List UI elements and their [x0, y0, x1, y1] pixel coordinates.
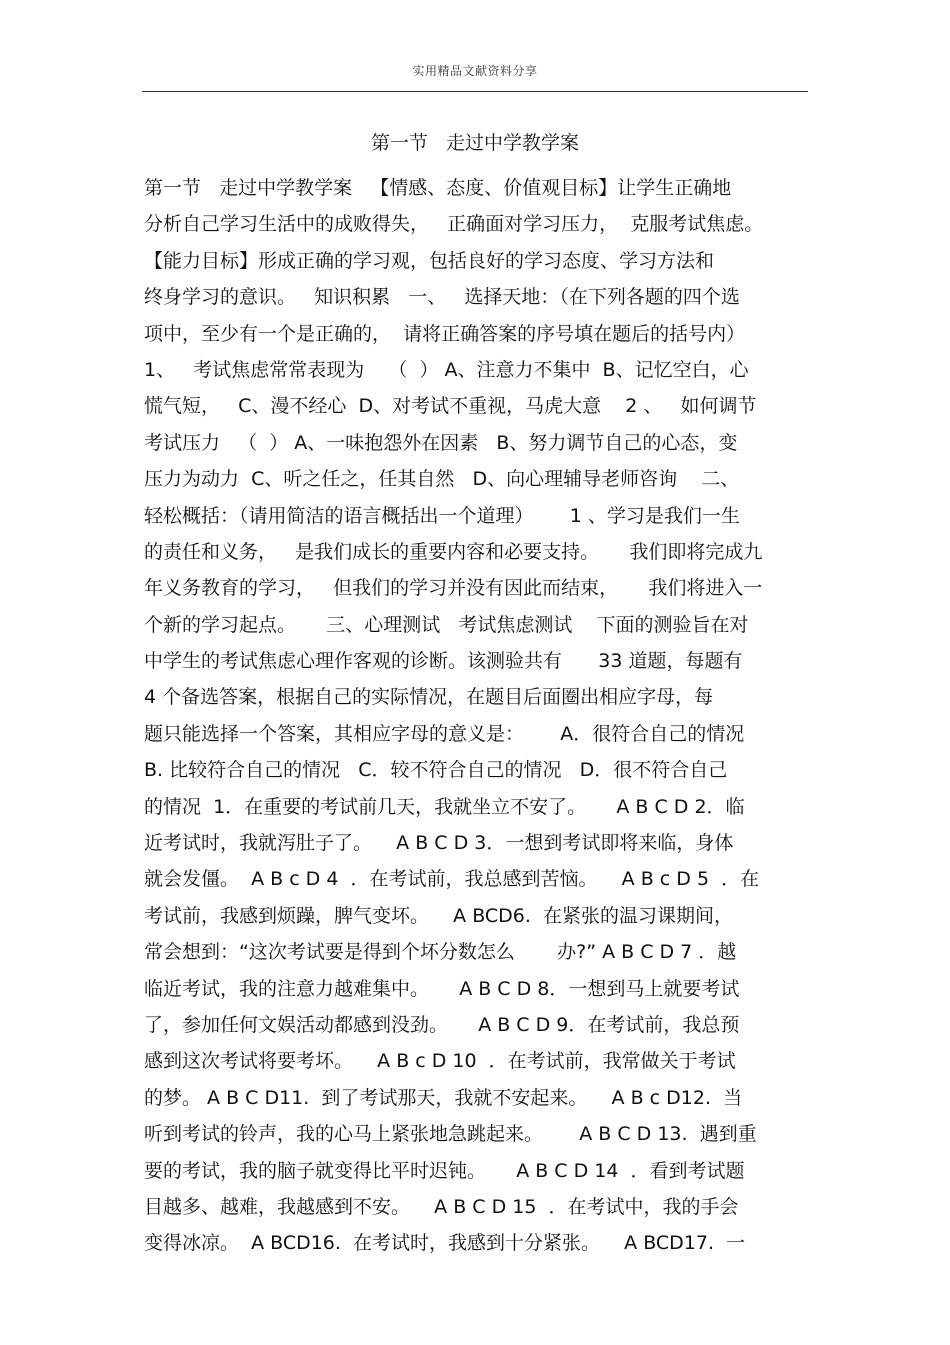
body-line: 感到这次考试将要考坏。 A B c D 10 ．在考试前，我常做关于考试: [144, 1050, 736, 1073]
body-line: 年义务教育的学习， 但我们的学习并没有因此而结束， 我们将进入一: [144, 577, 763, 600]
body-line: 压力为动力 C、听之任之，任其自然 D、向心理辅导老师咨询 二、: [144, 468, 740, 491]
body-line: 常会想到：“这次考试要是得到个坏分数怎么 办?” A B C D 7 ．越: [144, 941, 737, 964]
body-line: 考试压力 （ ） A、一味抱怨外在因素 B、努力调节自己的心态，变: [144, 431, 738, 454]
body-line: 的情况 1．在重要的考试前几天，我就坐立不安了。 A B C D 2．临: [144, 795, 745, 818]
body-line: 变得冰凉。 A BCD16. 在考试时，我感到十分紧张。 A BCD17. 一: [144, 1232, 746, 1255]
body-line: 项中，至少有一个是正确的， 请将正确答案的序号填在题后的括号内）: [144, 322, 746, 345]
body-line: 4 个备选答案，根据自己的实际情况，在题目后面圈出相应字母，每: [144, 686, 714, 709]
body-line: 个新的学习起点。 三、心理测试 考试焦虑测试 下面的测验旨在对: [144, 613, 749, 636]
body-line: 近考试时，我就泻肚子了。 A B C D 3．一想到考试即将来临，身体: [144, 832, 734, 855]
body-line: 1、 考试焦虑常常表现为 （ ） A、注意力不集中 B、记忆空白，心: [144, 358, 749, 381]
body-line: 中学生的考试焦虑心理作客观的诊断。该测验共有 33 道题，每题有: [144, 650, 743, 673]
body-line: 考试前，我感到烦躁，脾气变坏。 A BCD6. 在紧张的温习课期间，: [144, 904, 734, 927]
body-line: 分析自己学习生活中的成败得失， 正确面对学习压力， 克服考试焦虑。: [144, 213, 764, 236]
body-line: 要的考试，我的脑子就变得比平时迟钝。 A B C D 14 ．看到考试题: [144, 1159, 745, 1182]
body-line: 慌气短， C、漫不经心 D、对考试不重视，马虎大意 2 、 如何调节: [144, 395, 757, 418]
body-line: 就会发僵。 A B c D 4 ．在考试前，我总感到苦恼。 A B c D 5 ．在: [144, 868, 760, 891]
running-header: 实用精品文献资料分享: [412, 64, 538, 78]
body-line: 了，参加任何文娱活动都感到没劲。 A B C D 9．在考试前，我总预: [144, 1013, 740, 1036]
body-line: 目越多、越难，我越感到不安。 A B C D 15 ．在考试中，我的手会: [144, 1195, 739, 1218]
body-line: 轻松概括：（请用简洁的语言概括出一个道理） 1 、学习是我们一生: [144, 504, 740, 527]
body-line: 终身学习的意识。 知识积累 一、 选择天地：（在下列各题的四个选: [144, 286, 740, 309]
body-line: 【能力目标】形成正确的学习观，包括良好的学习态度、学习方法和: [144, 249, 715, 272]
header-divider: [142, 91, 808, 92]
body-line: 第一节 走过中学教学案 【情感、态度、价值观目标】让学生正确地: [144, 177, 732, 199]
body-line: 听到考试的铃声，我的心马上紧张地急跳起来。 A B C D 13. 遇到重: [144, 1123, 757, 1146]
document-body: [144, 170, 810, 1262]
body-line: 题只能选择一个答案，其相应字母的意义是： A．很符合自己的情况: [144, 722, 745, 745]
body-line: B. 比较符合自己的情况 C．较不符合自己的情况 D．很不符合自己: [144, 759, 728, 782]
body-line: 的梦。 A B C D11. 到了考试那天，我就不安起来。 A B c D12. 当: [144, 1086, 743, 1109]
body-line: 临近考试，我的注意力越难集中。 A B C D 8．一想到马上就要考试: [144, 977, 740, 1000]
document-title: 第一节 走过中学教学案: [370, 132, 580, 154]
body-line: 的责任和义务， 是我们成长的重要内容和必要支持。 我们即将完成九: [144, 540, 763, 563]
